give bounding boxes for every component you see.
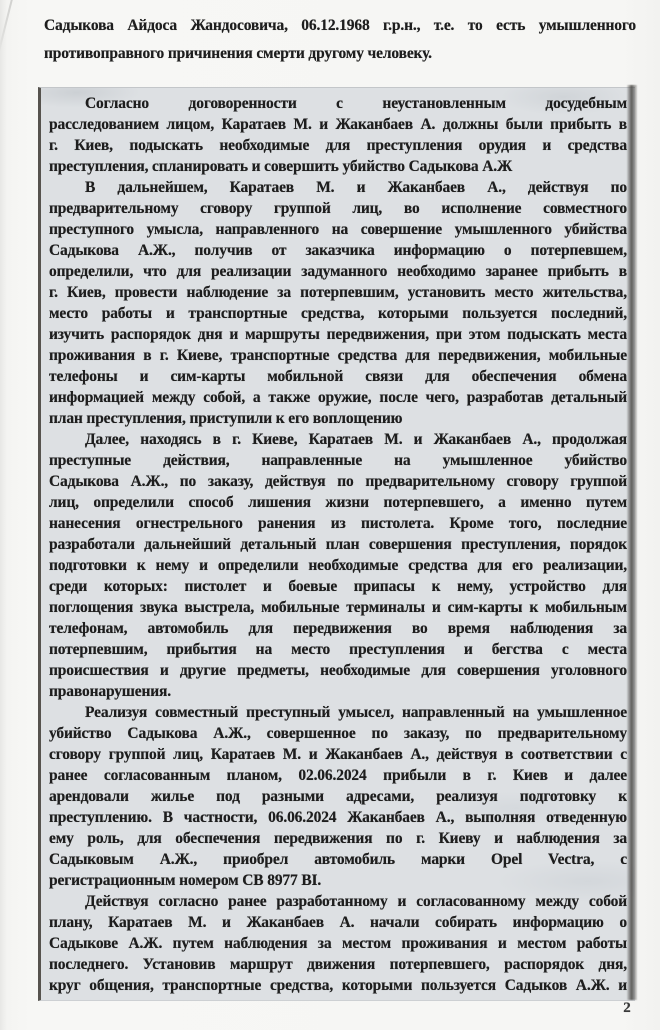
text-line: ранее согласованным планом, 02.06.2024 прибыли в г. Киев и далее [49, 767, 627, 784]
text-line: поглощения звука выстрела, мобильные терминалы и сим-карты к мобильным [49, 599, 627, 616]
text-line: плану, Каратаев М. и Жаканбаев А. начали собирать информацию о [49, 914, 627, 931]
text-line: Далее, находясь в г. Киеве, Каратаев М. и Жаканбаев А., продолжая [85, 431, 627, 448]
text-line: последнего. Установив маршрут движения потерпевшего, распорядок дня, [49, 956, 627, 973]
page-number: 2 [623, 1000, 631, 1016]
text-line: правонарушения. [49, 683, 171, 700]
text-line: информацией между собой, а также оружие, после чего, разработав детальный [49, 389, 627, 406]
paragraph [49, 429, 627, 702]
text-line: предварительному сговору группой лиц, во исполнение совместного [49, 200, 627, 217]
text-line: Действуя согласно ранее разработанному и согласованному между собой [85, 893, 627, 910]
text-line: лиц, определили способ лишения жизни потерпевшего, а именно путем [49, 494, 627, 511]
text-line: Садыкова А.Ж., по заказу, действуя по предварительному сговору группой [49, 473, 627, 490]
text-line: определили, что для реализации задуманного необходимо заранее прибыть в [49, 263, 627, 280]
text-line: нанесения огнестрельного ранения из пистолета. Кроме того, последние [49, 515, 627, 532]
paragraph [49, 891, 627, 996]
text-line: г. Киев, провести наблюдение за потерпевшим, установить место жительства, [49, 284, 627, 301]
paragraph [44, 12, 636, 68]
highlighted-text-block[interactable] [38, 87, 635, 1001]
text-line: круг общения, транспортные средства, которыми пользуется Садыков А.Ж. и [49, 977, 627, 994]
intro-paragraph [44, 12, 636, 68]
text-line: Садыкова А.Ж., получив от заказчика информацию о потерпевшем, [49, 242, 627, 259]
text-line: среди которых: пистолет и боевые припасы к нему, устройство для [49, 578, 627, 595]
text-line: план преступления, приступили к его воплощению [49, 410, 403, 427]
text-line: происшествия и другие предметы, необходимые для совершения уголовного [49, 662, 627, 679]
text-line: место работы и транспортные средства, которыми пользуется последний, [49, 305, 627, 322]
selection-right-edge [627, 85, 637, 1000]
text-line: преступного умысла, направленного на совершение умышленного убийства [49, 221, 627, 238]
text-line: г. Киев, подыскать необходимые для преступления орудия и средства [49, 137, 627, 154]
text-line: Реализуя совместный преступный умысел, направленный на умышленное [85, 704, 627, 721]
text-line: арендовали жилье под разными адресами, реализуя подготовку к [49, 788, 627, 805]
text-line: ему роль, для обеспечения передвижения по г. Киеву и наблюдения за [49, 830, 627, 847]
text-line: преступления, спланировать и совершить убийство Садыкова А.Ж [49, 158, 513, 175]
text-line: Садыкова Айдоса Жандосовича, 06.12.1968 г.р.н., т.е. то есть умышленного [44, 17, 636, 34]
text-line: Садыкове А.Ж. путем наблюдения за местом проживания и местом работы [49, 935, 627, 952]
paragraph [49, 93, 627, 177]
text-line: телефоны и сим-карты мобильной связи для обеспечения обмена [49, 368, 627, 385]
paragraph [49, 177, 627, 429]
text-line: убийство Садыкова А.Ж., совершенное по заказу, по предварительному [49, 725, 627, 742]
text-line: проживания в г. Киеве, транспортные средства для передвижения, мобильные [49, 347, 627, 364]
text-line: телефонам, автомобиль для передвижения во время наблюдения за [49, 620, 627, 637]
text-line: потерпевшим, прибытия на место преступления и бегства с места [49, 641, 627, 658]
text-line: разработали дальнейший детальный план совершения преступления, порядок [49, 536, 627, 553]
text-line: подготовки к нему и определили необходимые средства для его реализации, [49, 557, 627, 574]
text-line: преступные действия, направленные на умышленное убийство [49, 452, 627, 469]
text-line: В дальнейшем, Каратаев М. и Жаканбаев А., действуя по [85, 179, 627, 196]
text-line: противоправного причинения смерти другому человеку. [44, 45, 432, 62]
page-crease [0, 0, 14, 51]
text-line: Садыковым А.Ж., приобрел автомобиль марки Opel Vectra, с [49, 851, 627, 868]
text-line: Согласно договоренности с неустановленным досудебным [85, 95, 627, 112]
paragraph [49, 702, 627, 891]
text-line: сговору группой лиц, Каратаев М. и Жаканбаев А., действуя в соответствии с [49, 746, 627, 763]
text-line: изучить распорядок дня и маршруты передвижения, при этом подыскать места [49, 326, 627, 343]
text-line: преступлению. В частности, 06.06.2024 Жаканбаев А., выполняя отведенную [49, 809, 627, 826]
text-line: расследованием лицом, Каратаев М. и Жаканбаев А. должны были прибыть в [49, 116, 627, 133]
text-line: регистрационным номером СВ 8977 ВІ. [49, 872, 322, 889]
